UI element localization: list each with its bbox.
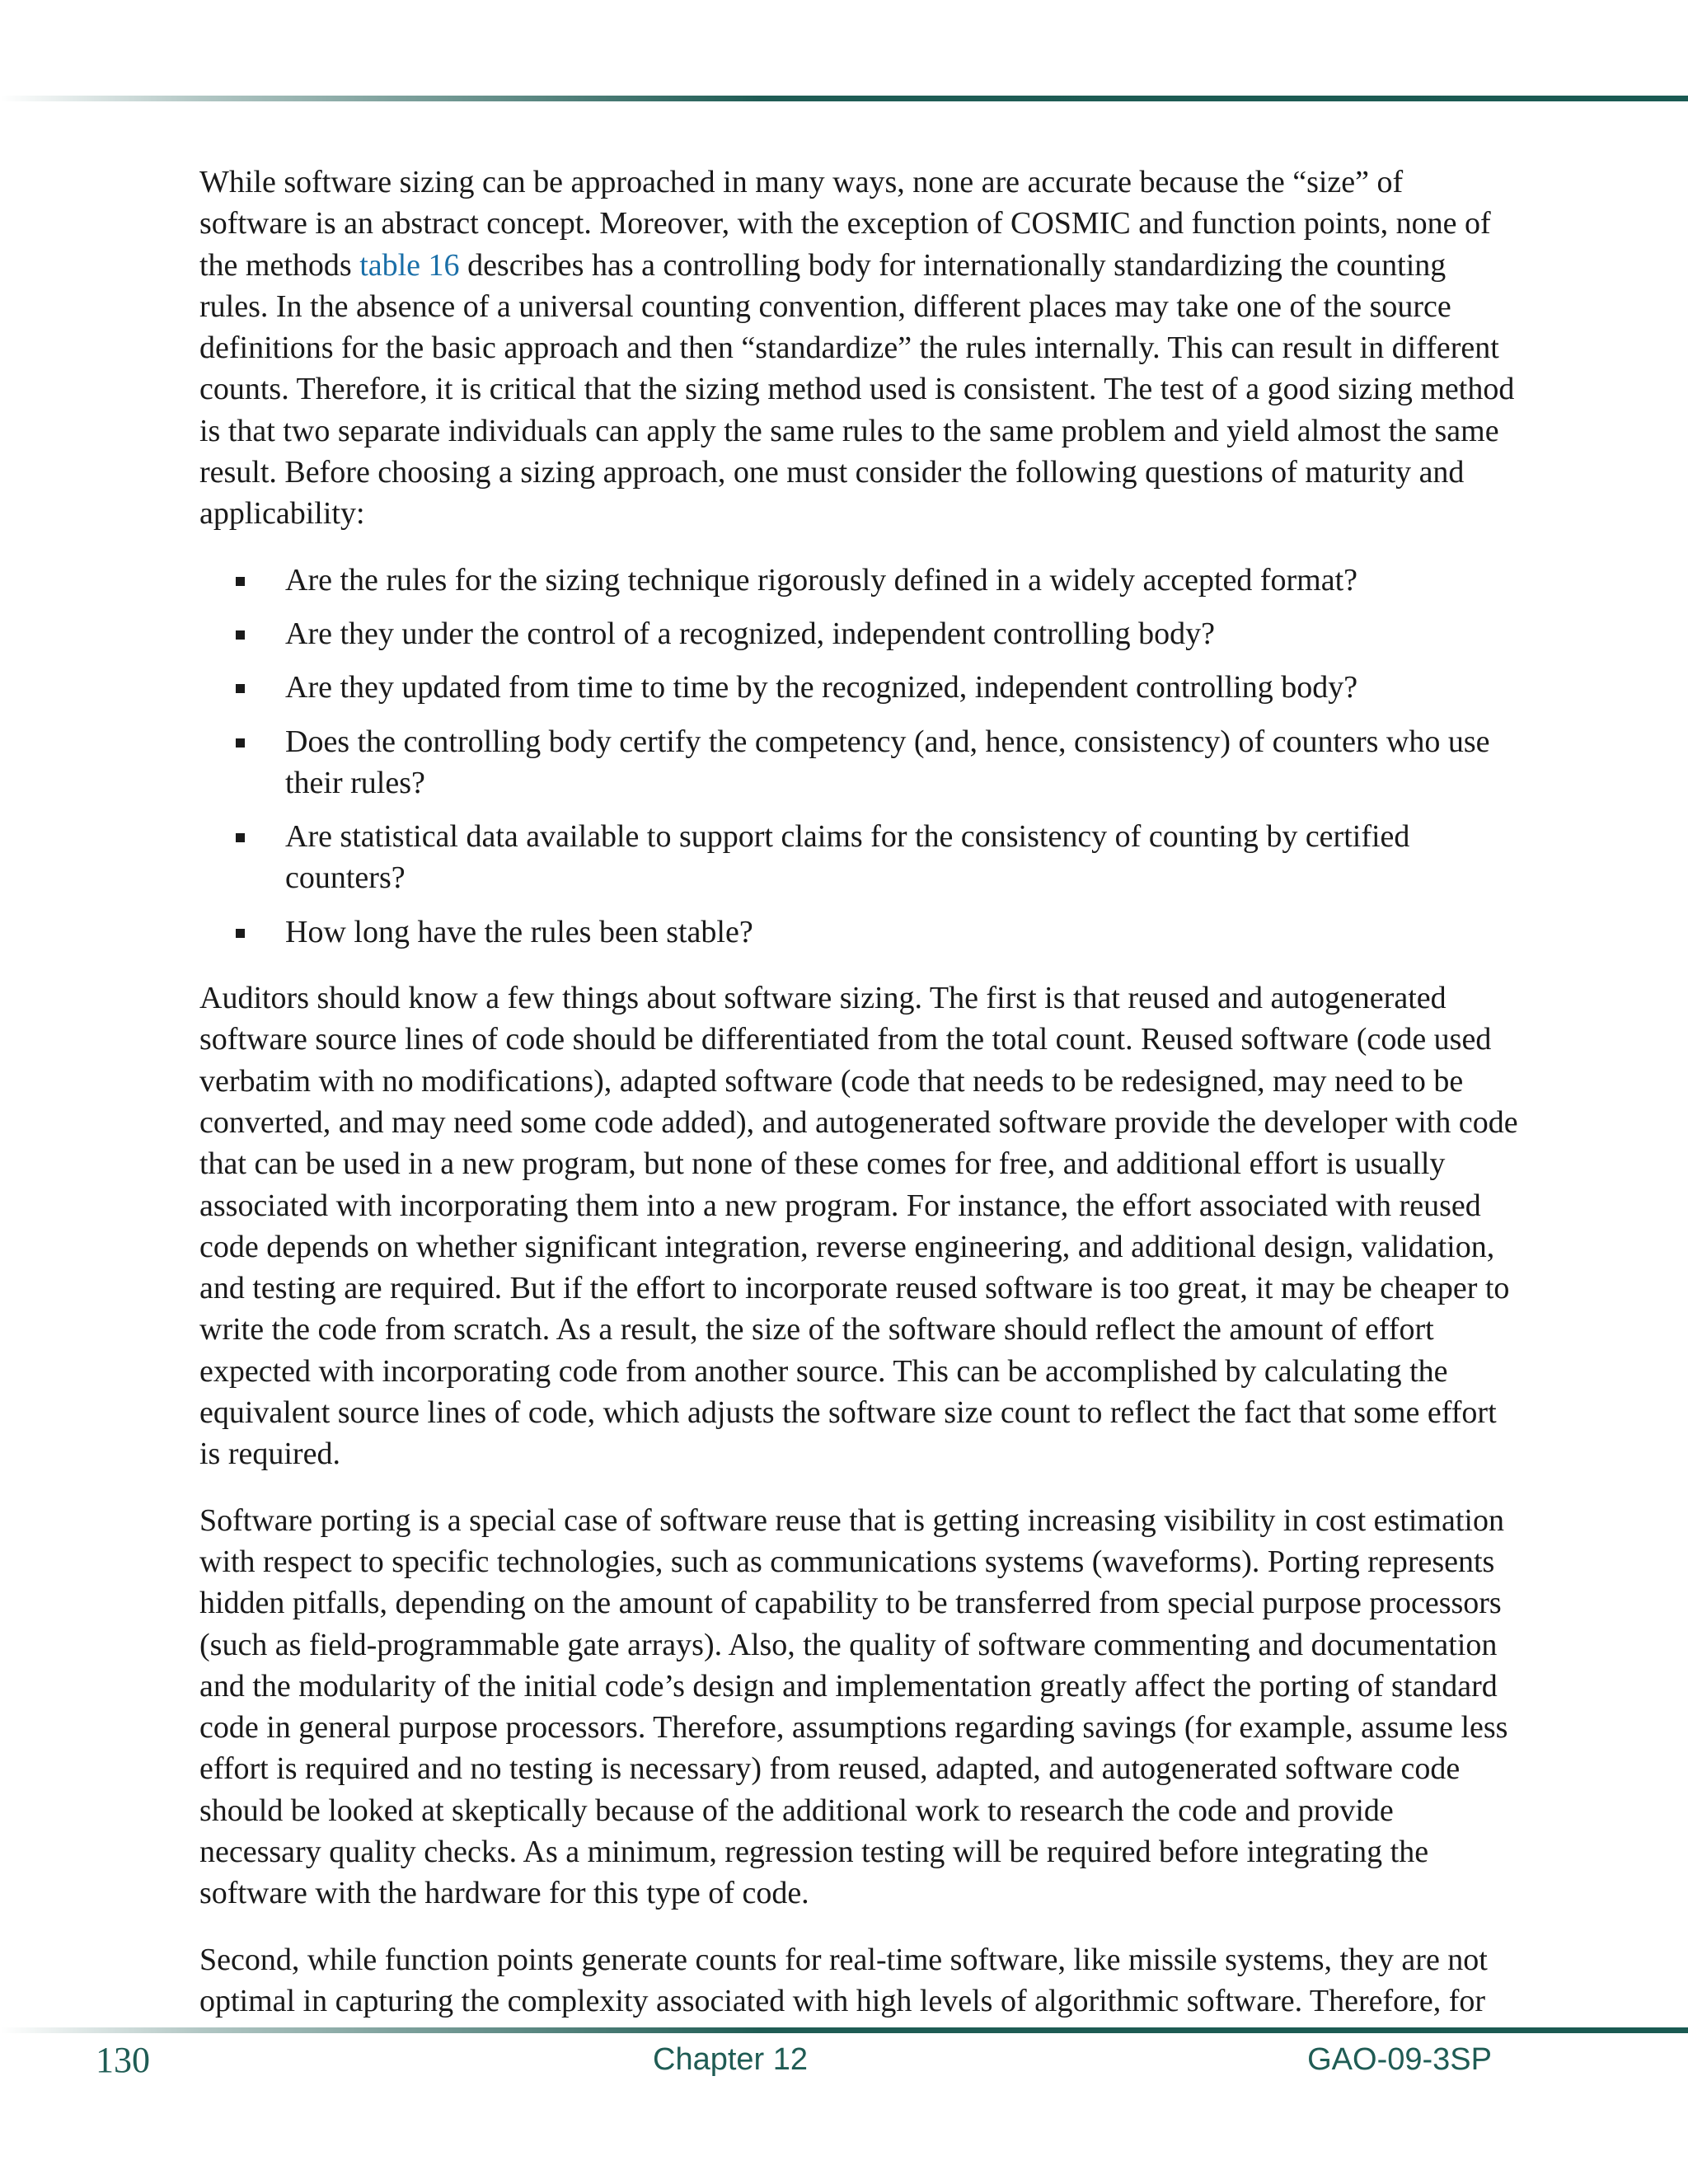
paragraph-function-points: Second, while function points generate counts for real-time software, like missile systems, they are not optimal in capturing the complexity associated with high levels of algorithmic software. Therefore, for	[199, 1942, 1488, 2018]
square-bullet-icon	[236, 684, 245, 693]
square-bullet-icon	[236, 833, 245, 842]
paragraph-porting: Software porting is a special case of software reuse that is getting increasing visibility in cost estimation with respect to specific technologies, such as communications systems (waveforms). Porting represents hidden pitfalls, depending on the amount of capability to be transferred from special purpose processors (such as field-programmable gate arrays). Also, the quality of software commenting and documentation and the modularity of the initial code’s design and implementation greatly affect the porting of standard code in general purpose processors. Therefore, assumptions regarding savings (for example, assume less effort is required and no testing is necessary) from reused, adapted, and autogenerated software code should be looked at skeptically because of the additional work to research the code and provide necessary quality checks. As a minimum, regression testing will be required before integrating the software with the hardware for this type of code.	[199, 1502, 1508, 1911]
square-bullet-icon	[236, 577, 245, 586]
list-item: Are they updated from time to time by the recognized, independent controlling body?	[199, 667, 1518, 708]
list-item: Are they under the control of a recognized, independent controlling body?	[199, 613, 1518, 654]
paragraph-auditors: Auditors should know a few things about software sizing. The first is that reused and autogenerated software source lines of code should be differentiated from the total count. Reused software (code used verbatim with no modifications), adapted software (code that needs to be redesigned, may need to be converted, and may need some code added), and autogenerated software provide the developer with code that can be used in a new program, but none of these comes for free, and additional effort is usually associated with incorporating them into a new program. For instance, the effort associated with reused code depends on whether significant integration, reverse engineering, and additional design, validation, and testing are required. But if the effort to incorporate reused software is too great, it may be cheaper to write the code from scratch. As a result, the size of the software should reflect the amount of effort expected with incorporating code from another source. This can be accomplished by calculating the equivalent source lines of code, which adjusts the software size count to reflect the fact that some effort is required.	[199, 981, 1518, 1472]
table-16-link[interactable]: table 16	[359, 247, 460, 283]
report-id: GAO-09-3SP	[1307, 2042, 1492, 2077]
square-bullet-icon	[236, 929, 245, 938]
chapter-label: Chapter 12	[653, 2042, 809, 2077]
list-item: Does the controlling body certify the competency (and, hence, consistency) of counters who use their rules?	[199, 721, 1518, 804]
list-item: Are statistical data available to support claims for the consistency of counting by certified counters?	[199, 816, 1518, 899]
page-body	[199, 162, 1518, 2046]
paragraph-text: describes has a controlling body for internationally standardizing the counting rules. In the absence of a universal counting convention, different places may take one of the source definitions for the basic approach and then “standardize” the rules internally. This can result in different counts. Therefore, it is critical that the sizing method used is consistent. The test of a good sizing method is that two separate individuals can apply the same rules to the same problem and yield almost the same result. Before choosing a sizing approach, one must consider the following questions of maturity and applicability:	[199, 247, 1515, 532]
maturity-questions-list	[199, 560, 1518, 953]
paragraph-sizing-intro	[199, 162, 1518, 535]
page-number: 130	[96, 2040, 150, 2080]
header-rule	[0, 96, 1688, 101]
paragraph-text: While software sizing can be approached in many ways, none are accurate because the “size” of software is an abstract concept. Moreover, with the exception of COSMIC and function points, none of the methods	[199, 165, 1491, 283]
square-bullet-icon	[236, 738, 245, 748]
list-item: Are the rules for the sizing technique rigorously defined in a widely accepted format?	[199, 560, 1518, 601]
footer-rule	[0, 2027, 1688, 2033]
square-bullet-icon	[236, 630, 245, 640]
list-item: How long have the rules been stable?	[199, 912, 1518, 953]
page-footer	[0, 2039, 1688, 2080]
